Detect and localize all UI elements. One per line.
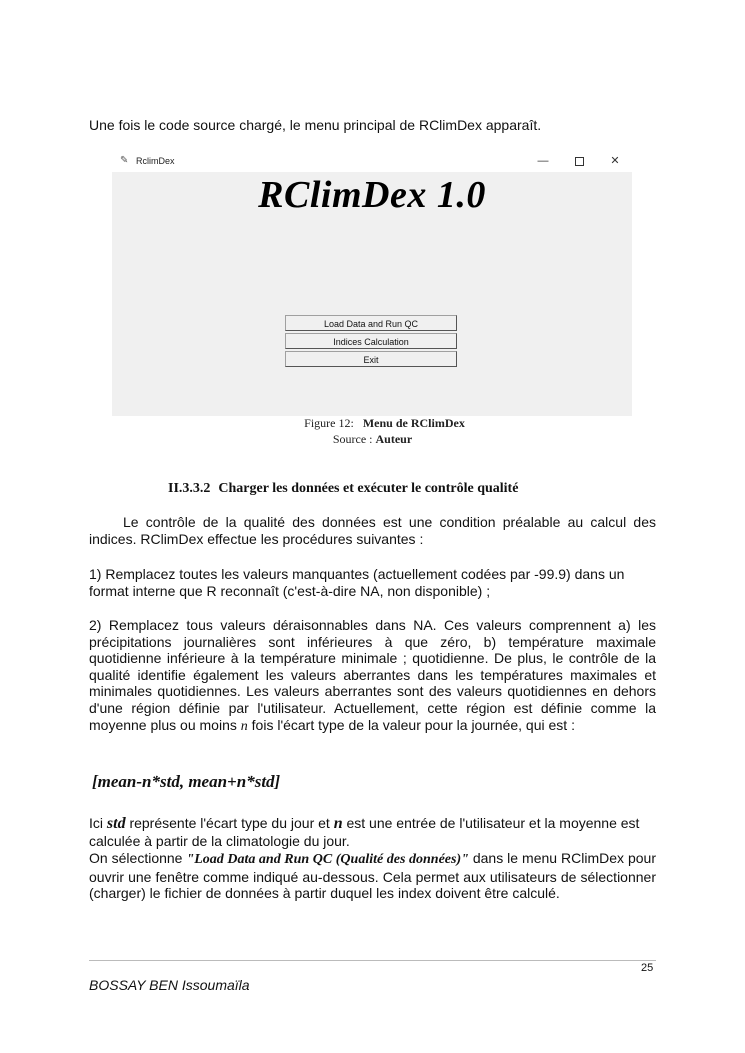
paragraph-4-text-b: représente l'écart type du jour et: [125, 815, 334, 831]
window-titlebar: [112, 151, 632, 172]
figure-source-label: Source :: [332, 432, 373, 446]
figure-source-value: Auteur: [375, 432, 413, 446]
figure-label: Figure 12:: [304, 416, 354, 430]
rclimdex-window-screenshot: [112, 151, 632, 416]
exit-button: Exit: [285, 351, 457, 367]
close-icon: ✕: [610, 155, 620, 167]
paragraph-5: [89, 850, 656, 902]
paragraph-5-text-b: dans le menu RClimDex pour ouvrir une fenêtre comme indiqué au-dessous. Cela permet aux utilisateurs de sélectionner (charger) le fichier de données à partir duquel les index doivent être calculé.: [89, 850, 656, 902]
footer-divider: [89, 960, 656, 961]
load-data-button: Load Data and Run QC: [285, 315, 457, 331]
paragraph-3: [89, 617, 656, 735]
paragraph-1: Le contrôle de la qualité des données est une condition préalable au calcul des indices. RClimDex effectue les procédures suivantes :: [89, 514, 656, 547]
indices-calculation-button: Indices Calculation: [285, 333, 457, 349]
section-number: II.3.3.2: [168, 481, 211, 496]
intro-text: Une fois le code source chargé, le menu principal de RClimDex apparaît.: [89, 117, 542, 133]
section-title: Charger les données et exécuter le contrôle qualité: [218, 481, 519, 496]
paragraph-4: [89, 815, 656, 849]
footer-author: BOSSAY BEN Issoumaïla: [89, 977, 250, 993]
figure-title: Menu de RClimDex: [362, 416, 465, 430]
feather-icon: ✎: [120, 155, 129, 166]
paragraph-4-n: n: [333, 815, 343, 832]
app-title: RClimDex 1.0: [258, 174, 486, 216]
paragraph-3-text-b: fois l'écart type de la valeur pour la journée, qui est :: [247, 716, 575, 733]
paragraph-3-text-a: 2) Remplacez tous valeurs déraisonnables dans NA. Ces valeurs comprennent a) les précipitations journalières sont inférieures à que zéro, b) température maximale quotidienne inférieure à la température minimale ; quotidienne. De plus, le contrôle de la qualité identifie également les valeurs aberrantes dans les températures maximales et minimales quotidiennes. Les valeurs aberrantes sont des valeurs quotidiennes en dehors d'une région définie par l'utilisateur. Actuellement, cette région est définie comme la moyenne plus ou moins: [89, 617, 656, 733]
maximize-icon: [564, 153, 594, 170]
paragraph-4-std: std: [106, 815, 126, 832]
paragraph-4-text-a: Ici: [89, 815, 107, 831]
section-heading: [168, 481, 518, 497]
paragraph-5-text-a: On sélectionne: [89, 850, 187, 866]
window-title: RclimDex: [136, 156, 175, 166]
paragraph-2: 1) Remplacez toutes les valeurs manquantes (actuellement codées par -99.9) dans un format interne que R reconnaît (c'est-à-dire NA, non disponible) ;: [89, 566, 625, 599]
formula: [mean-n*std, mean+n*std]: [92, 772, 281, 791]
figure-source: [0, 432, 745, 447]
paragraph-5-emphasis: "Load Data and Run QC (Qualité des données)": [186, 852, 469, 867]
figure-caption: [0, 416, 745, 431]
paragraph-3-n: n: [240, 718, 248, 734]
paragraph-4-text-c: est une entrée de l'utilisateur et la moyenne est calculée à partir de la climatologie du jour.: [89, 815, 640, 849]
minimize-icon: —: [537, 155, 549, 167]
page-number: 25: [641, 962, 654, 974]
